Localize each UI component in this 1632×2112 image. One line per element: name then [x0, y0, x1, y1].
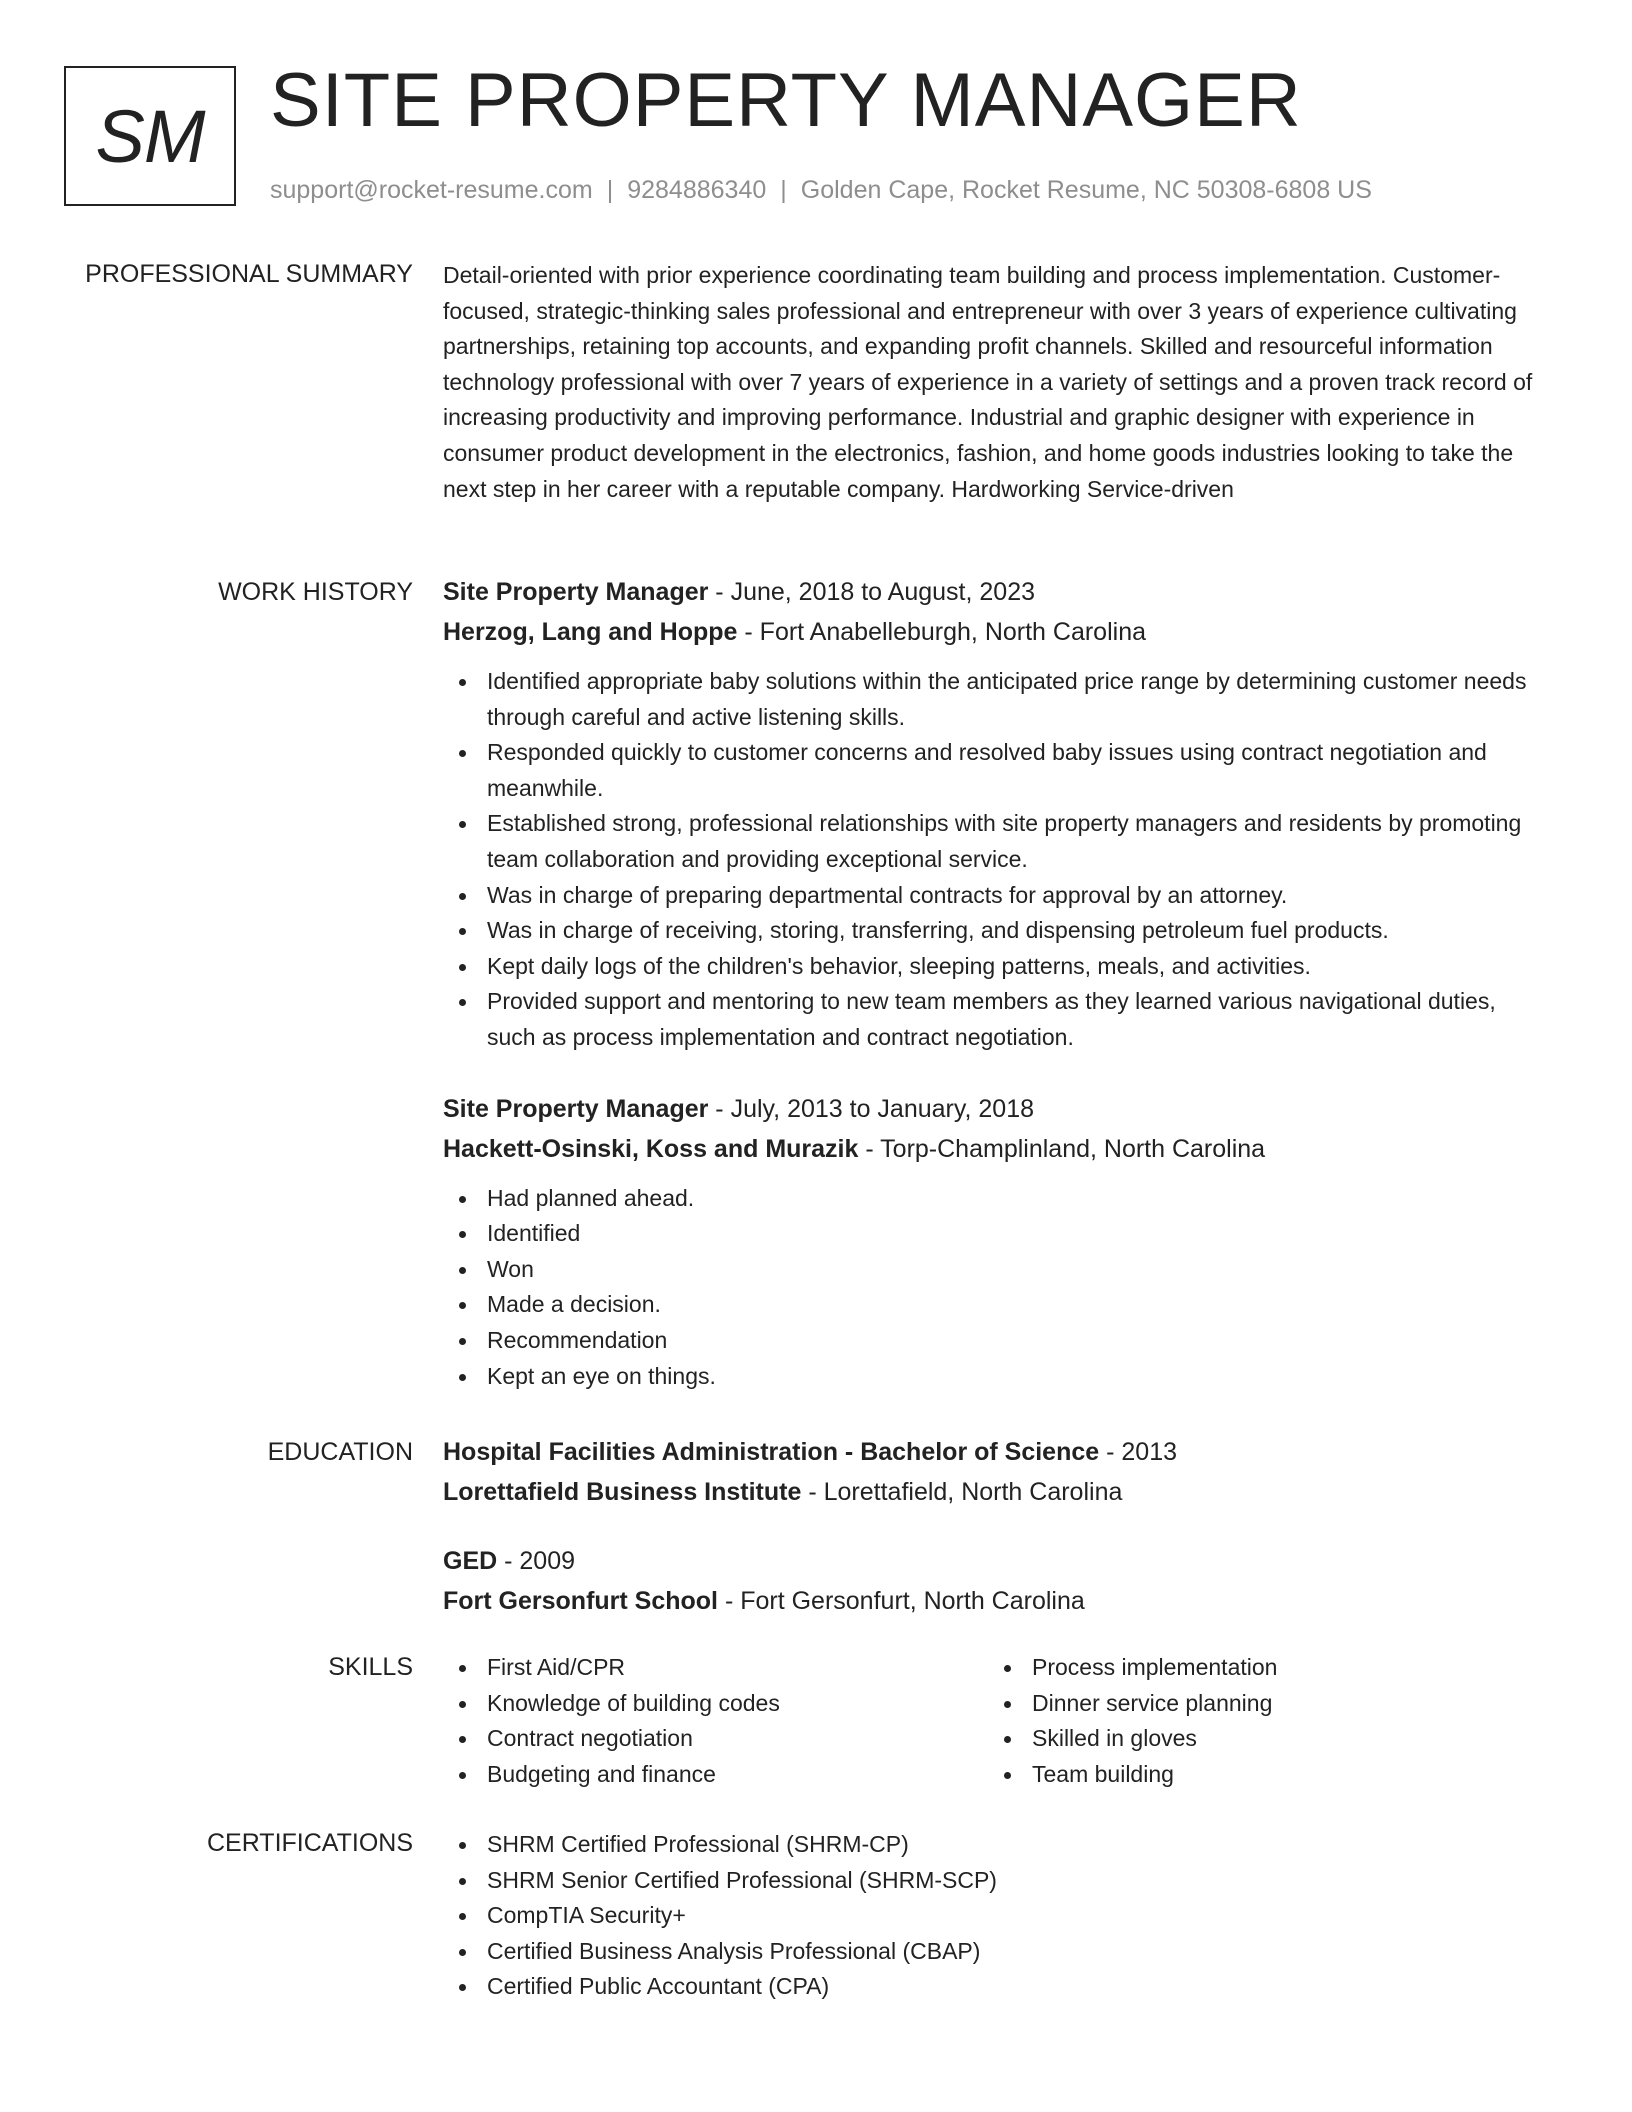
section-label: PROFESSIONAL SUMMARY — [85, 260, 413, 288]
skill-item: First Aid/CPR — [443, 1650, 988, 1686]
job-title-line — [443, 572, 1543, 612]
list-item: Kept an eye on things. — [443, 1359, 1543, 1395]
list-item: Identified appropriate baby solutions within the anticipated price range by determining customer needs through careful and active listening skills. — [443, 664, 1543, 735]
list-item: Was in charge of receiving, storing, transferring, and dispensing petroleum fuel products. — [443, 913, 1543, 949]
education-year: - 2009 — [497, 1547, 576, 1575]
list-item: Kept daily logs of the children's behavior, sleeping patterns, meals, and activities. — [443, 949, 1543, 985]
job-company: Hackett-Osinski, Koss and Murazik — [443, 1134, 859, 1163]
skill-item: Contract negotiation — [443, 1721, 988, 1757]
education-school-line — [443, 1472, 1543, 1512]
education-school: Lorettafield Business Institute — [443, 1478, 802, 1506]
contact-email: support@rocket-resume.com — [270, 176, 593, 204]
job-bullets — [443, 1181, 1543, 1395]
certification-item: SHRM Senior Certified Professional (SHRM-SCP) — [443, 1863, 1543, 1899]
job-dates: - June, 2018 to August, 2023 — [708, 578, 1035, 606]
section-label: WORK HISTORY — [218, 578, 413, 606]
skill-item: Process implementation — [988, 1650, 1533, 1686]
list-item: Established strong, professional relationships with site property managers and residents by promoting team collaboration and providing exceptional service. — [443, 806, 1543, 877]
certification-item: Certified Public Accountant (CPA) — [443, 1969, 1543, 2005]
job-location: - Torp-Champlinland, North Carolina — [858, 1134, 1266, 1163]
skill-item: Budgeting and finance — [443, 1757, 988, 1793]
education-degree-line — [443, 1541, 1543, 1581]
list-item: Won — [443, 1252, 1543, 1288]
contact-separator: | — [606, 176, 614, 204]
certifications-body — [443, 1827, 1543, 2005]
job-title-line — [443, 1089, 1543, 1129]
list-item: Had planned ahead. — [443, 1181, 1543, 1217]
education-degree: Hospital Facilities Administration - Bachelor of Science — [443, 1438, 1100, 1466]
education-school: Fort Gersonfurt School — [443, 1587, 718, 1615]
certification-item: CompTIA Security+ — [443, 1898, 1543, 1934]
contact-address: Golden Cape, Rocket Resume, NC 50308-6808 US — [800, 176, 1372, 204]
list-item: Made a decision. — [443, 1287, 1543, 1323]
section-label: EDUCATION — [267, 1438, 413, 1466]
education-location: - Fort Gersonfurt, North Carolina — [718, 1587, 1085, 1615]
education-degree: GED — [443, 1547, 498, 1575]
certifications-list — [443, 1827, 1543, 2005]
list-item: Responded quickly to customer concerns and resolved baby issues using contract negotiation and meanwhile. — [443, 735, 1543, 806]
skills-body — [443, 1650, 1543, 1792]
education-degree-line — [443, 1432, 1543, 1472]
skill-item: Dinner service planning — [988, 1686, 1533, 1722]
list-item: Identified — [443, 1216, 1543, 1252]
contact-line — [270, 174, 1372, 206]
certification-item: Certified Business Analysis Professional (CBAP) — [443, 1934, 1543, 1970]
job-company-line — [443, 612, 1543, 652]
certification-item: SHRM Certified Professional (SHRM-CP) — [443, 1827, 1543, 1863]
education-year: - 2013 — [1099, 1438, 1178, 1466]
section-label: SKILLS — [328, 1653, 413, 1681]
skill-item: Skilled in gloves — [988, 1721, 1533, 1757]
education-entry — [443, 1541, 1543, 1621]
job-entry — [443, 1089, 1543, 1395]
skills-list — [443, 1650, 1543, 1792]
job-bullets — [443, 664, 1543, 1056]
job-company-line — [443, 1129, 1543, 1169]
monogram-logo: SM — [64, 66, 236, 206]
job-location: - Fort Anabelleburgh, North Carolina — [737, 618, 1146, 646]
job-entry — [443, 572, 1543, 1056]
education-body — [443, 1432, 1543, 1621]
education-school-line — [443, 1581, 1543, 1621]
job-dates: - July, 2013 to January, 2018 — [708, 1094, 1035, 1123]
job-title: Site Property Manager — [443, 1094, 709, 1123]
contact-phone: 9284886340 — [627, 176, 767, 204]
work-body — [443, 572, 1543, 1394]
section-label: CERTIFICATIONS — [206, 1829, 413, 1857]
education-location: - Lorettafield, North Carolina — [801, 1478, 1123, 1506]
job-company: Herzog, Lang and Hoppe — [443, 618, 738, 646]
contact-separator: | — [780, 176, 787, 204]
summary-body — [443, 258, 1543, 507]
list-item: Provided support and mentoring to new team members as they learned various navigational duties, such as process implementation and contract negotiation. — [443, 984, 1543, 1055]
list-item: Recommendation — [443, 1323, 1543, 1359]
education-entry — [443, 1432, 1543, 1512]
summary-text: Detail-oriented with prior experience coordinating team building and process implementation. Customer-focused, strategic-thinking sales professional and entrepreneur with over 3 years of experience cultivating partnerships, retaining top accounts, and expanding profit channels. Skilled and resourceful information technology professional with over 7 years of experience in a variety of settings and a proven track record of increasing productivity and improving performance. Industrial and graphic designer with experience in consumer product development in the electronics, fashion, and home goods industries looking to take the next step in her career with a reputable company. Hardworking Service-driven — [443, 262, 1533, 502]
job-title: Site Property Manager — [443, 578, 709, 606]
resume-title: SITE PROPERTY MANAGER — [270, 58, 1302, 143]
list-item: Was in charge of preparing departmental contracts for approval by an attorney. — [443, 878, 1543, 914]
skill-item: Knowledge of building codes — [443, 1686, 988, 1722]
skill-item: Team building — [988, 1757, 1533, 1793]
